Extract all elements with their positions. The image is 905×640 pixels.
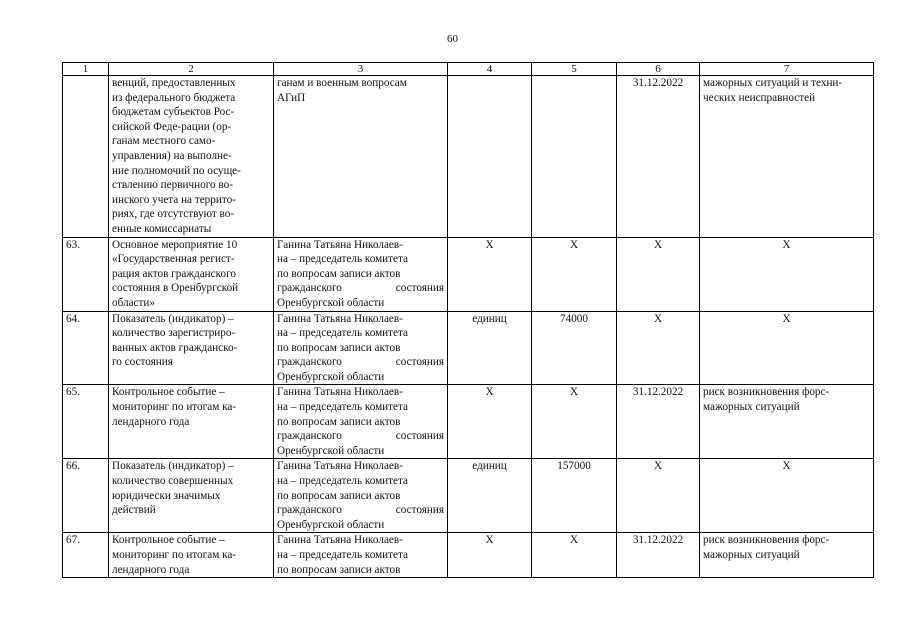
cell-line: состояния в Оренбургской — [112, 282, 239, 295]
row-number-cell: 67. — [63, 533, 109, 578]
cell-line: на – председатель комитета — [277, 253, 409, 266]
cell-line: по вопросам записи актов — [277, 563, 401, 576]
value-cell: X — [532, 385, 617, 459]
cell-line: Показатель (индикатор) – — [112, 460, 234, 473]
description-cell — [109, 76, 274, 238]
cell-line: управления) на выполне- — [112, 149, 232, 162]
risk-cell — [700, 385, 874, 459]
cell-line: лендарного года — [112, 563, 190, 576]
cell-line: го состояния — [112, 356, 173, 369]
value-cell: 74000 — [532, 311, 617, 385]
plan-table — [62, 62, 874, 578]
cell-line: инского учета на террито- — [112, 193, 236, 206]
cell-line: ческих неисправностей — [703, 91, 816, 104]
responsible-cell — [274, 237, 448, 311]
cell-line: юридически значимых — [112, 489, 221, 502]
cell-line: количество зарегистриро- — [112, 327, 236, 340]
cell-line: гражданского состояния — [277, 430, 444, 443]
row-number-cell: 64. — [63, 311, 109, 385]
column-header: 3 — [274, 63, 448, 76]
cell-line: Ганина Татьяна Николаев- — [277, 534, 403, 547]
cell-line: ванных актов гражданско- — [112, 341, 238, 354]
date-cell: 31.12.2022 — [617, 76, 700, 238]
cell-line: гражданского состояния — [277, 282, 444, 295]
description-cell — [109, 237, 274, 311]
unit-cell: X — [448, 385, 532, 459]
cell-line: ганам местного само- — [112, 135, 216, 148]
cell-line: Оренбургской области — [277, 444, 385, 457]
value-cell — [532, 76, 617, 238]
value-cell: 157000 — [532, 459, 617, 533]
cell-line: по вопросам записи актов — [277, 267, 401, 280]
column-header: 7 — [700, 63, 874, 76]
description-cell — [109, 533, 274, 578]
cell-line: на – председатель комитета — [277, 401, 409, 414]
table-row — [63, 237, 874, 311]
cell-line: риск возникновения форс- — [703, 534, 830, 547]
responsible-cell — [274, 76, 448, 238]
cell-line: мониторинг по итогам ка- — [112, 401, 237, 414]
cell-line: ганам и военным вопросам — [277, 77, 407, 89]
cell-line: на – председатель комитета — [277, 549, 409, 561]
risk-cell — [700, 459, 874, 533]
column-header: 1 — [63, 63, 109, 76]
responsible-cell — [274, 385, 448, 459]
date-cell: X — [617, 459, 700, 533]
cell-line: рация актов гражданского — [112, 267, 236, 280]
cell-line: риях, где отсутствуют во- — [112, 208, 235, 221]
cell-line: Контрольное событие – — [112, 534, 225, 547]
cell-line: Показатель (индикатор) – — [112, 312, 234, 325]
unit-cell: X — [448, 533, 532, 578]
unit-cell: X — [448, 237, 532, 311]
cell-line: из федерального бюджета — [112, 91, 236, 104]
responsible-cell — [274, 533, 448, 578]
cell-line: области» — [112, 296, 155, 309]
cell-line: Ганина Татьяна Николаев- — [277, 386, 403, 399]
description-cell — [109, 459, 274, 533]
cell-line: гражданского состояния — [277, 356, 444, 369]
cell-line: действий — [112, 504, 156, 517]
date-cell: X — [617, 237, 700, 311]
unit-cell — [448, 76, 532, 238]
cell-line: ствлению первичного во- — [112, 179, 233, 192]
cell-line: мажорных ситуаций — [703, 549, 800, 561]
cell-line: Оренбургской области — [277, 518, 385, 531]
cell-line: Ганина Татьяна Николаев- — [277, 238, 403, 251]
cell-line: венций, предоставленных — [112, 77, 236, 89]
date-cell: 31.12.2022 — [617, 385, 700, 459]
value-cell: X — [532, 533, 617, 578]
cell-line: количество совершенных — [112, 475, 234, 488]
page-number: 60 — [447, 33, 458, 45]
cell-line: мажорных ситуаций — [703, 401, 800, 414]
column-header: 5 — [532, 63, 617, 76]
column-header: 6 — [617, 63, 700, 76]
cell-line: Контрольное событие – — [112, 386, 225, 399]
description-cell — [109, 385, 274, 459]
cell-line: енные комиссариаты — [112, 222, 212, 235]
cell-line: «Государственная регист- — [112, 253, 235, 266]
column-header: 4 — [448, 63, 532, 76]
row-number-cell: 65. — [63, 385, 109, 459]
row-number-cell: 63. — [63, 237, 109, 311]
cell-line: Основное мероприятие 10 — [112, 238, 238, 251]
cell-line: X — [782, 312, 791, 325]
cell-line: на – председатель комитета — [277, 475, 409, 488]
unit-cell: единиц — [448, 459, 532, 533]
table-row — [63, 459, 874, 533]
cell-line: сийской Феде-рации (ор- — [112, 120, 232, 133]
value-cell: X — [532, 237, 617, 311]
unit-cell: единиц — [448, 311, 532, 385]
date-cell: 31.12.2022 — [617, 533, 700, 578]
cell-line: Ганина Татьяна Николаев- — [277, 460, 403, 473]
risk-cell — [700, 311, 874, 385]
description-cell — [109, 311, 274, 385]
risk-cell — [700, 237, 874, 311]
table-row — [63, 311, 874, 385]
responsible-cell — [274, 311, 448, 385]
cell-line: АГиП — [277, 91, 306, 104]
cell-line: Ганина Татьяна Николаев- — [277, 312, 403, 325]
row-number-cell: 66. — [63, 459, 109, 533]
row-number-cell — [63, 76, 109, 238]
column-header-row — [63, 63, 874, 76]
table-row — [63, 76, 874, 238]
cell-line: Оренбургской области — [277, 370, 385, 383]
risk-cell — [700, 76, 874, 238]
responsible-cell — [274, 459, 448, 533]
cell-line: ние полномочий по осуще- — [112, 164, 241, 177]
cell-line: Оренбургской области — [277, 296, 385, 309]
cell-line: X — [782, 460, 791, 473]
cell-line: мониторинг по итогам ка- — [112, 549, 237, 561]
cell-line: X — [782, 238, 791, 251]
cell-line: мажорных ситуаций и техни- — [703, 77, 843, 89]
table-row — [63, 533, 874, 578]
cell-line: на – председатель комитета — [277, 327, 409, 340]
cell-line: риск возникновения форс- — [703, 386, 830, 399]
date-cell: X — [617, 311, 700, 385]
cell-line: по вопросам записи актов — [277, 489, 401, 502]
risk-cell — [700, 533, 874, 578]
column-header: 2 — [109, 63, 274, 76]
cell-line: бюджетам субъектов Рос- — [112, 106, 235, 119]
cell-line: по вопросам записи актов — [277, 341, 401, 354]
table-row — [63, 385, 874, 459]
cell-line: по вопросам записи актов — [277, 415, 401, 428]
cell-line: гражданского состояния — [277, 504, 444, 517]
cell-line: лендарного года — [112, 415, 190, 428]
